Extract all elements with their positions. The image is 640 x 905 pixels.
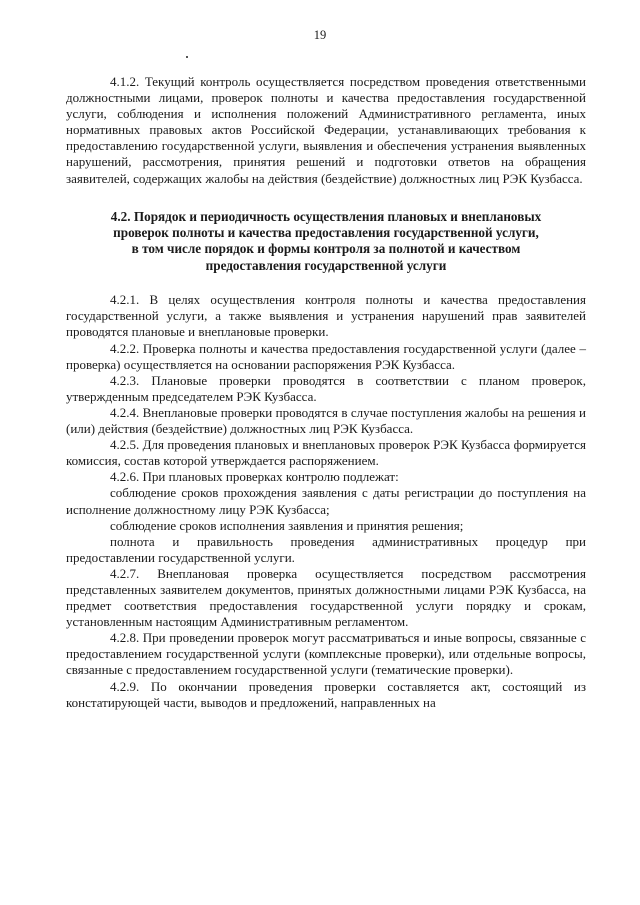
page-number: 19 xyxy=(313,28,327,42)
paragraph-4-2-3: 4.2.3. Плановые проверки проводятся в соответствии с планом проверок, утвержденным председателем РЭК Кузбасса. xyxy=(66,372,586,404)
heading-line: 4.2. Порядок и периодичность осуществления плановых и внеплановых xyxy=(110,208,542,224)
list-item-procedures: полнота и правильность проведения административных процедур при предоставлении государственной услуги. xyxy=(66,533,586,565)
paragraph-4-2-2: 4.2.2. Проверка полноты и качества предоставления государственной услуги (далее – проверка) осуществляется на основании распоряжения РЭК Кузбасса. xyxy=(66,340,586,372)
section-heading-4-2 xyxy=(66,209,586,275)
heading-line: проверок полноты и качества предоставления государственной услуги, xyxy=(113,225,539,241)
paragraph-4-2-1: 4.2.1. В целях осуществления контроля полноты и качества предоставления государственной услуги, а также выявления и устранения нарушений прав заявителей проводятся плановые и внеплановые проверки. xyxy=(66,292,586,340)
paragraph-4-2-4: 4.2.4. Внеплановые проверки проводятся в случае поступления жалобы на решения и (или) действия (бездействие) должностных лиц РЭК Кузбасса. xyxy=(66,404,586,437)
paragraph-4-2-6: 4.2.6. При плановых проверках контролю подлежат: xyxy=(110,469,399,485)
paragraph-4-2-9: 4.2.9. По окончании проведения проверки составляется акт, состоящий из констатирующей части, выводов и предложений, направленных на xyxy=(66,678,586,710)
document-body xyxy=(66,74,586,711)
paragraph-4-1-2: 4.1.2. Текущий контроль осуществляется посредством проведения ответственными должностными лицами, проверок полноты и качества предоставления государственной услуги, соблюдения и исполнения положений Административного регламента, иных нормативных правовых актов Российской Федерации, устанавливающих требования к предоставлению государственной услуги, выявления и обеспечения устранения выявленных нарушений, рассмотрения, принятия решений и подготовки ответов на обращения заявителей, содержащих жалобы на действия (бездействие) должностных лиц РЭК Кузбасса. xyxy=(66,74,586,186)
list-item-deadline-registration: соблюдение сроков прохождения заявления с даты регистрации до поступления на исполнение должностному лицу РЭК Кузбасса; xyxy=(66,485,586,517)
scan-artifact xyxy=(186,56,188,58)
paragraph-4-2-8: 4.2.8. При проведении проверок могут рассматриваться и иные вопросы, связанные с предоставлением государственной услуги (комплексные проверки), или отдельные вопросы, связанные с предоставлением государственной услуги (тематические проверки). xyxy=(66,630,586,678)
list-item-deadline-execution: соблюдение сроков исполнения заявления и принятия решения; xyxy=(110,517,464,533)
heading-line: предоставления государственной услуги xyxy=(205,257,447,273)
heading-line: в том числе порядок и формы контроля за полнотой и качеством xyxy=(131,241,521,257)
paragraph-4-2-5: 4.2.5. Для проведения плановых и внеплановых проверок РЭК Кузбасса формируется комиссия, состав которой утверждается распоряжением. xyxy=(66,437,586,469)
paragraph-4-2-7: 4.2.7. Внеплановая проверка осуществляется посредством рассмотрения представленных заявителем документов, принятых должностными лицами РЭК Кузбасса, на предмет соответствия предоставления государственной услуги порядку и срокам, установленным настоящим Административным регламентом. xyxy=(66,565,586,630)
